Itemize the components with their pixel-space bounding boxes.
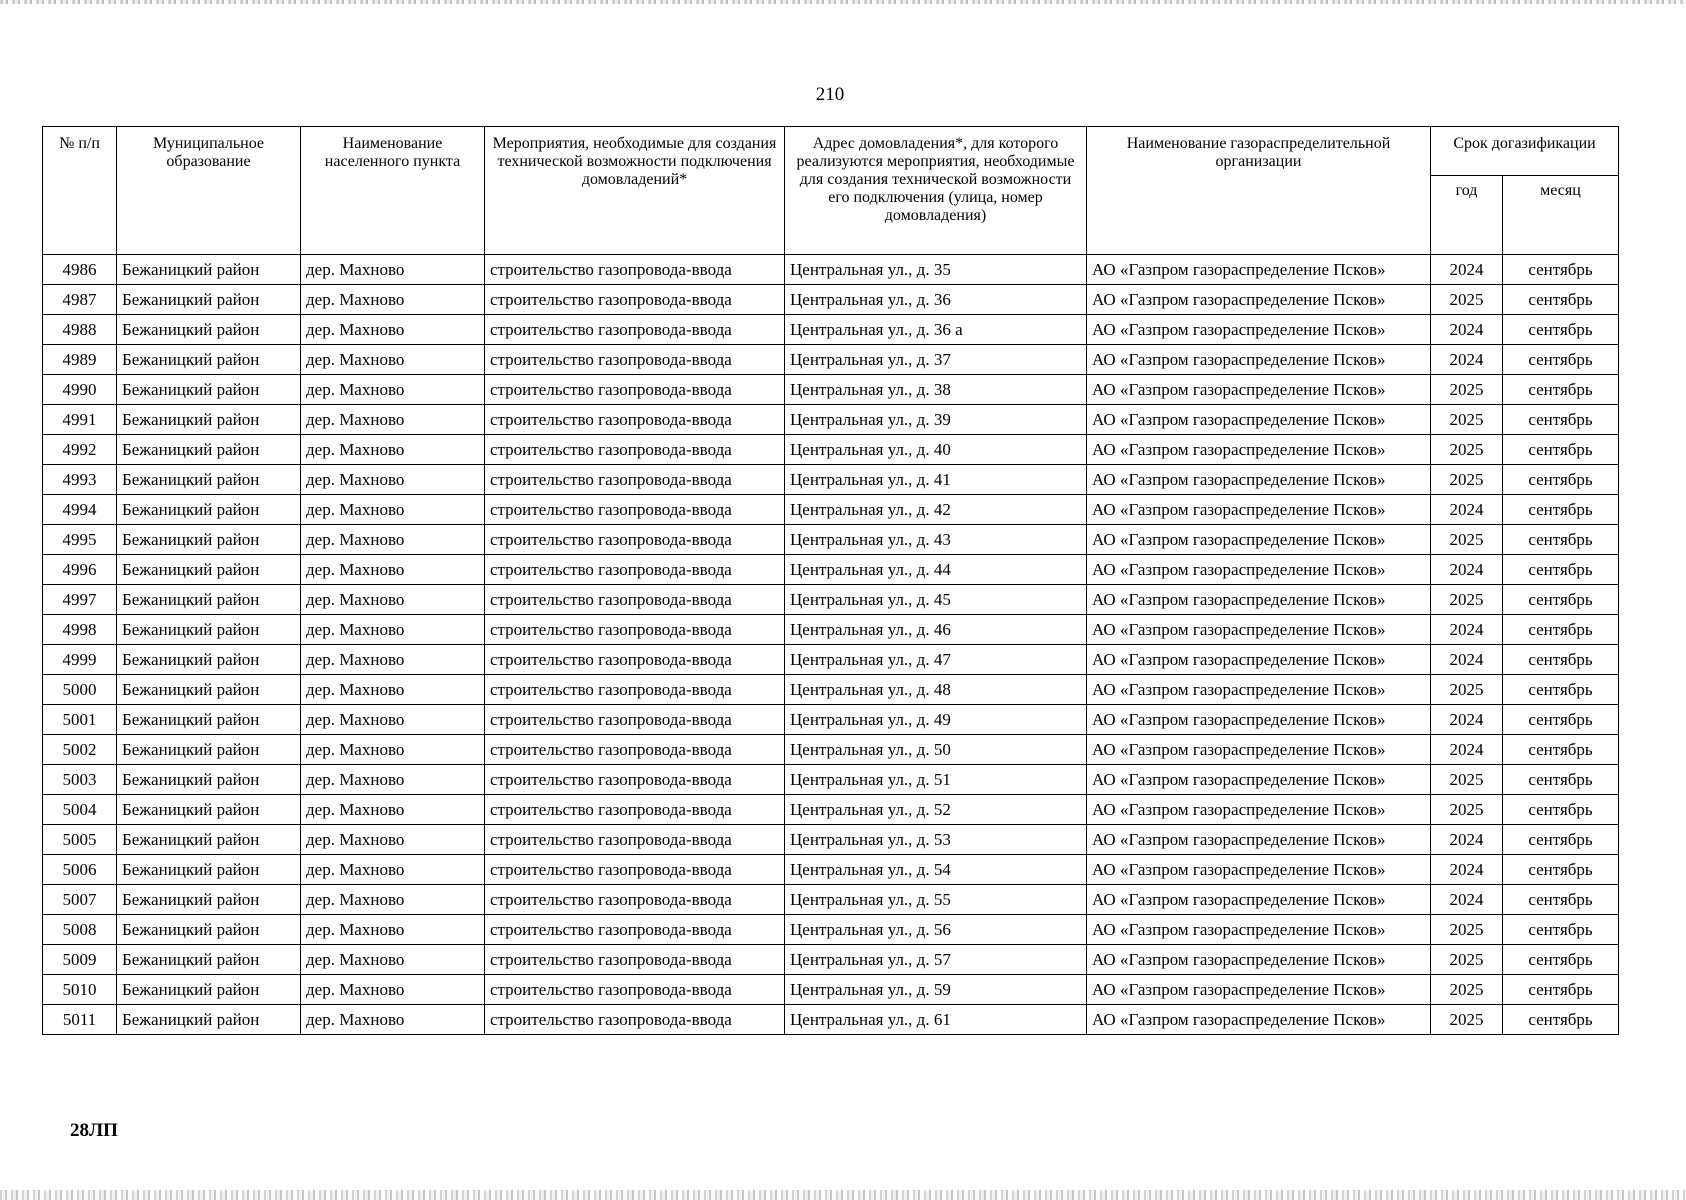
cell-organization: АО «Газпром газораспределение Псков» [1087, 705, 1431, 735]
cell-municipality: Бежаницкий район [117, 795, 301, 825]
cell-measure: строительство газопровода-ввода [485, 465, 785, 495]
cell-municipality: Бежаницкий район [117, 525, 301, 555]
cell-municipality: Бежаницкий район [117, 585, 301, 615]
cell-organization: АО «Газпром газораспределение Псков» [1087, 795, 1431, 825]
cell-month: сентябрь [1503, 1005, 1619, 1035]
table-row [43, 915, 1619, 945]
cell-settlement: дер. Махново [301, 465, 485, 495]
cell-measure: строительство газопровода-ввода [485, 435, 785, 465]
cell-settlement: дер. Махново [301, 345, 485, 375]
cell-year: 2025 [1431, 1005, 1503, 1035]
cell-organization: АО «Газпром газораспределение Псков» [1087, 675, 1431, 705]
cell-organization: АО «Газпром газораспределение Псков» [1087, 975, 1431, 1005]
header-settlement: Наименование населенного пункта [301, 127, 485, 255]
header-organization: Наименование газораспределительной организации [1087, 127, 1431, 255]
cell-month: сентябрь [1503, 315, 1619, 345]
cell-organization: АО «Газпром газораспределение Псков» [1087, 375, 1431, 405]
table-row [43, 975, 1619, 1005]
cell-settlement: дер. Махново [301, 405, 485, 435]
cell-settlement: дер. Махново [301, 645, 485, 675]
cell-settlement: дер. Махново [301, 915, 485, 945]
cell-organization: АО «Газпром газораспределение Псков» [1087, 255, 1431, 285]
cell-measure: строительство газопровода-ввода [485, 495, 785, 525]
cell-num: 4997 [43, 585, 117, 615]
table-row [43, 345, 1619, 375]
cell-organization: АО «Газпром газораспределение Псков» [1087, 585, 1431, 615]
cell-month: сентябрь [1503, 975, 1619, 1005]
cell-settlement: дер. Махново [301, 765, 485, 795]
cell-month: сентябрь [1503, 705, 1619, 735]
header-month: месяц [1503, 176, 1619, 255]
cell-municipality: Бежаницкий район [117, 855, 301, 885]
cell-address: Центральная ул., д. 41 [785, 465, 1087, 495]
cell-organization: АО «Газпром газораспределение Псков» [1087, 945, 1431, 975]
table-row [43, 555, 1619, 585]
table-row [43, 645, 1619, 675]
page-number: 210 [815, 84, 845, 105]
cell-address: Центральная ул., д. 54 [785, 855, 1087, 885]
cell-month: сентябрь [1503, 645, 1619, 675]
header-address: Адрес домовладения*, для которого реализуются мероприятия, необходимые для создания технической возможности его подключения (улица, номер домовладения) [785, 127, 1087, 255]
cell-month: сентябрь [1503, 585, 1619, 615]
header-municipality: Муниципальное образование [117, 127, 301, 255]
cell-measure: строительство газопровода-ввода [485, 285, 785, 315]
cell-year: 2025 [1431, 285, 1503, 315]
cell-num: 4987 [43, 285, 117, 315]
cell-organization: АО «Газпром газораспределение Псков» [1087, 765, 1431, 795]
cell-address: Центральная ул., д. 50 [785, 735, 1087, 765]
cell-settlement: дер. Махново [301, 675, 485, 705]
cell-settlement: дер. Махново [301, 555, 485, 585]
cell-num: 4988 [43, 315, 117, 345]
table-row [43, 825, 1619, 855]
cell-address: Центральная ул., д. 36 а [785, 315, 1087, 345]
cell-measure: строительство газопровода-ввода [485, 555, 785, 585]
cell-measure: строительство газопровода-ввода [485, 975, 785, 1005]
cell-settlement: дер. Махново [301, 525, 485, 555]
cell-num: 4992 [43, 435, 117, 465]
header-year: год [1431, 176, 1503, 255]
cell-municipality: Бежаницкий район [117, 405, 301, 435]
cell-address: Центральная ул., д. 48 [785, 675, 1087, 705]
cell-month: сентябрь [1503, 525, 1619, 555]
cell-num: 4995 [43, 525, 117, 555]
table-header [43, 127, 1619, 255]
cell-settlement: дер. Махново [301, 1005, 485, 1035]
cell-month: сентябрь [1503, 675, 1619, 705]
cell-year: 2024 [1431, 645, 1503, 675]
cell-settlement: дер. Махново [301, 945, 485, 975]
cell-num: 4993 [43, 465, 117, 495]
cell-address: Центральная ул., д. 39 [785, 405, 1087, 435]
table-row [43, 795, 1619, 825]
cell-measure: строительство газопровода-ввода [485, 945, 785, 975]
cell-year: 2024 [1431, 555, 1503, 585]
cell-num: 5010 [43, 975, 117, 1005]
cell-year: 2025 [1431, 405, 1503, 435]
cell-measure: строительство газопровода-ввода [485, 525, 785, 555]
cell-month: сентябрь [1503, 735, 1619, 765]
cell-measure: строительство газопровода-ввода [485, 315, 785, 345]
table-row [43, 285, 1619, 315]
cell-measure: строительство газопровода-ввода [485, 855, 785, 885]
cell-settlement: дер. Махново [301, 285, 485, 315]
cell-municipality: Бежаницкий район [117, 315, 301, 345]
cell-organization: АО «Газпром газораспределение Псков» [1087, 405, 1431, 435]
cell-organization: АО «Газпром газораспределение Псков» [1087, 495, 1431, 525]
table-row [43, 405, 1619, 435]
cell-measure: строительство газопровода-ввода [485, 1005, 785, 1035]
cell-year: 2024 [1431, 615, 1503, 645]
cell-settlement: дер. Махново [301, 315, 485, 345]
cell-municipality: Бежаницкий район [117, 765, 301, 795]
cell-municipality: Бежаницкий район [117, 465, 301, 495]
cell-year: 2024 [1431, 255, 1503, 285]
cell-settlement: дер. Махново [301, 435, 485, 465]
cell-year: 2025 [1431, 915, 1503, 945]
cell-num: 4990 [43, 375, 117, 405]
table-row [43, 765, 1619, 795]
cell-month: сентябрь [1503, 615, 1619, 645]
cell-organization: АО «Газпром газораспределение Псков» [1087, 1005, 1431, 1035]
cell-settlement: дер. Махново [301, 375, 485, 405]
cell-address: Центральная ул., д. 49 [785, 705, 1087, 735]
cell-month: сентябрь [1503, 765, 1619, 795]
cell-year: 2025 [1431, 765, 1503, 795]
cell-municipality: Бежаницкий район [117, 495, 301, 525]
cell-month: сентябрь [1503, 435, 1619, 465]
cell-measure: строительство газопровода-ввода [485, 645, 785, 675]
cell-num: 4986 [43, 255, 117, 285]
cell-municipality: Бежаницкий район [117, 645, 301, 675]
cell-year: 2025 [1431, 585, 1503, 615]
cell-year: 2025 [1431, 795, 1503, 825]
cell-year: 2025 [1431, 525, 1503, 555]
table-row [43, 255, 1619, 285]
cell-address: Центральная ул., д. 44 [785, 555, 1087, 585]
header-num: № п/п [43, 127, 117, 255]
cell-year: 2025 [1431, 375, 1503, 405]
cell-settlement: дер. Махново [301, 495, 485, 525]
cell-measure: строительство газопровода-ввода [485, 735, 785, 765]
cell-municipality: Бежаницкий район [117, 1005, 301, 1035]
cell-address: Центральная ул., д. 55 [785, 885, 1087, 915]
cell-year: 2024 [1431, 345, 1503, 375]
cell-measure: строительство газопровода-ввода [485, 705, 785, 735]
cell-settlement: дер. Махново [301, 705, 485, 735]
cell-settlement: дер. Махново [301, 735, 485, 765]
cell-settlement: дер. Махново [301, 885, 485, 915]
cell-address: Центральная ул., д. 36 [785, 285, 1087, 315]
cell-organization: АО «Газпром газораспределение Псков» [1087, 465, 1431, 495]
cell-year: 2025 [1431, 465, 1503, 495]
table-row [43, 465, 1619, 495]
cell-organization: АО «Газпром газораспределение Псков» [1087, 645, 1431, 675]
cell-municipality: Бежаницкий район [117, 735, 301, 765]
cell-month: сентябрь [1503, 345, 1619, 375]
cell-address: Центральная ул., д. 56 [785, 915, 1087, 945]
cell-measure: строительство газопровода-ввода [485, 345, 785, 375]
cell-month: сентябрь [1503, 495, 1619, 525]
cell-num: 4991 [43, 405, 117, 435]
cell-measure: строительство газопровода-ввода [485, 765, 785, 795]
cell-municipality: Бежаницкий район [117, 255, 301, 285]
cell-organization: АО «Газпром газораспределение Псков» [1087, 915, 1431, 945]
cell-settlement: дер. Махново [301, 615, 485, 645]
cell-year: 2025 [1431, 975, 1503, 1005]
gasification-table [42, 126, 1619, 1035]
cell-municipality: Бежаницкий район [117, 675, 301, 705]
cell-num: 5008 [43, 915, 117, 945]
cell-address: Центральная ул., д. 45 [785, 585, 1087, 615]
cell-address: Центральная ул., д. 59 [785, 975, 1087, 1005]
cell-month: сентябрь [1503, 855, 1619, 885]
cell-organization: АО «Газпром газораспределение Псков» [1087, 615, 1431, 645]
cell-municipality: Бежаницкий район [117, 375, 301, 405]
cell-month: сентябрь [1503, 375, 1619, 405]
cell-organization: АО «Газпром газораспределение Псков» [1087, 435, 1431, 465]
cell-month: сентябрь [1503, 915, 1619, 945]
cell-year: 2024 [1431, 885, 1503, 915]
cell-municipality: Бежаницкий район [117, 555, 301, 585]
cell-measure: строительство газопровода-ввода [485, 375, 785, 405]
cell-organization: АО «Газпром газораспределение Псков» [1087, 345, 1431, 375]
cell-num: 5007 [43, 885, 117, 915]
cell-year: 2024 [1431, 735, 1503, 765]
cell-measure: строительство газопровода-ввода [485, 405, 785, 435]
cell-measure: строительство газопровода-ввода [485, 885, 785, 915]
cell-settlement: дер. Махново [301, 255, 485, 285]
cell-address: Центральная ул., д. 43 [785, 525, 1087, 555]
cell-measure: строительство газопровода-ввода [485, 825, 785, 855]
table-row [43, 885, 1619, 915]
table-row [43, 855, 1619, 885]
cell-municipality: Бежаницкий район [117, 915, 301, 945]
cell-month: сентябрь [1503, 405, 1619, 435]
cell-settlement: дер. Махново [301, 975, 485, 1005]
cell-year: 2025 [1431, 675, 1503, 705]
cell-month: сентябрь [1503, 885, 1619, 915]
cell-settlement: дер. Махново [301, 825, 485, 855]
cell-num: 4999 [43, 645, 117, 675]
scan-edge-top [0, 0, 1686, 4]
cell-year: 2024 [1431, 495, 1503, 525]
cell-municipality: Бежаницкий район [117, 615, 301, 645]
cell-organization: АО «Газпром газораспределение Псков» [1087, 885, 1431, 915]
cell-measure: строительство газопровода-ввода [485, 585, 785, 615]
cell-address: Центральная ул., д. 61 [785, 1005, 1087, 1035]
table-row [43, 945, 1619, 975]
cell-address: Центральная ул., д. 38 [785, 375, 1087, 405]
cell-num: 5001 [43, 705, 117, 735]
cell-measure: строительство газопровода-ввода [485, 255, 785, 285]
scan-edge-bottom [0, 1190, 1686, 1200]
cell-organization: АО «Газпром газораспределение Псков» [1087, 825, 1431, 855]
cell-num: 5009 [43, 945, 117, 975]
cell-year: 2025 [1431, 945, 1503, 975]
cell-address: Центральная ул., д. 40 [785, 435, 1087, 465]
cell-address: Центральная ул., д. 57 [785, 945, 1087, 975]
cell-organization: АО «Газпром газораспределение Псков» [1087, 315, 1431, 345]
cell-organization: АО «Газпром газораспределение Псков» [1087, 735, 1431, 765]
cell-organization: АО «Газпром газораспределение Псков» [1087, 855, 1431, 885]
cell-month: сентябрь [1503, 465, 1619, 495]
cell-address: Центральная ул., д. 53 [785, 825, 1087, 855]
cell-num: 5004 [43, 795, 117, 825]
cell-municipality: Бежаницкий район [117, 975, 301, 1005]
cell-month: сентябрь [1503, 255, 1619, 285]
cell-measure: строительство газопровода-ввода [485, 915, 785, 945]
table-row [43, 315, 1619, 345]
cell-address: Центральная ул., д. 46 [785, 615, 1087, 645]
cell-num: 5006 [43, 855, 117, 885]
header-deadline: Срок догазификации [1431, 127, 1619, 176]
cell-year: 2024 [1431, 855, 1503, 885]
cell-settlement: дер. Махново [301, 585, 485, 615]
cell-address: Центральная ул., д. 37 [785, 345, 1087, 375]
cell-num: 4994 [43, 495, 117, 525]
cell-measure: строительство газопровода-ввода [485, 675, 785, 705]
cell-municipality: Бежаницкий район [117, 825, 301, 855]
cell-num: 5002 [43, 735, 117, 765]
cell-settlement: дер. Махново [301, 855, 485, 885]
table-body [43, 255, 1619, 1035]
cell-municipality: Бежаницкий район [117, 705, 301, 735]
header-measures: Мероприятия, необходимые для создания технической возможности подключения домовладений* [485, 127, 785, 255]
cell-address: Центральная ул., д. 52 [785, 795, 1087, 825]
cell-month: сентябрь [1503, 555, 1619, 585]
table-row [43, 435, 1619, 465]
cell-num: 5000 [43, 675, 117, 705]
table-row [43, 495, 1619, 525]
cell-num: 4998 [43, 615, 117, 645]
cell-measure: строительство газопровода-ввода [485, 615, 785, 645]
table-row [43, 585, 1619, 615]
cell-num: 4996 [43, 555, 117, 585]
table-row [43, 1005, 1619, 1035]
cell-municipality: Бежаницкий район [117, 945, 301, 975]
cell-organization: АО «Газпром газораспределение Псков» [1087, 285, 1431, 315]
cell-organization: АО «Газпром газораспределение Псков» [1087, 525, 1431, 555]
cell-year: 2025 [1431, 435, 1503, 465]
table-row [43, 675, 1619, 705]
cell-address: Центральная ул., д. 47 [785, 645, 1087, 675]
cell-municipality: Бежаницкий район [117, 435, 301, 465]
cell-year: 2024 [1431, 825, 1503, 855]
footer-stamp: 28ЛП [70, 1120, 118, 1141]
cell-num: 4989 [43, 345, 117, 375]
cell-address: Центральная ул., д. 42 [785, 495, 1087, 525]
cell-settlement: дер. Махново [301, 795, 485, 825]
table-row [43, 375, 1619, 405]
cell-num: 5011 [43, 1005, 117, 1035]
table-row [43, 525, 1619, 555]
cell-month: сентябрь [1503, 825, 1619, 855]
cell-municipality: Бежаницкий район [117, 285, 301, 315]
cell-month: сентябрь [1503, 945, 1619, 975]
cell-month: сентябрь [1503, 285, 1619, 315]
cell-organization: АО «Газпром газораспределение Псков» [1087, 555, 1431, 585]
table-row [43, 705, 1619, 735]
cell-year: 2024 [1431, 705, 1503, 735]
table-row [43, 735, 1619, 765]
cell-num: 5003 [43, 765, 117, 795]
cell-municipality: Бежаницкий район [117, 885, 301, 915]
header-row [43, 127, 1619, 176]
table-row [43, 615, 1619, 645]
cell-num: 5005 [43, 825, 117, 855]
cell-measure: строительство газопровода-ввода [485, 795, 785, 825]
cell-address: Центральная ул., д. 35 [785, 255, 1087, 285]
cell-municipality: Бежаницкий район [117, 345, 301, 375]
cell-month: сентябрь [1503, 795, 1619, 825]
cell-address: Центральная ул., д. 51 [785, 765, 1087, 795]
cell-year: 2024 [1431, 315, 1503, 345]
